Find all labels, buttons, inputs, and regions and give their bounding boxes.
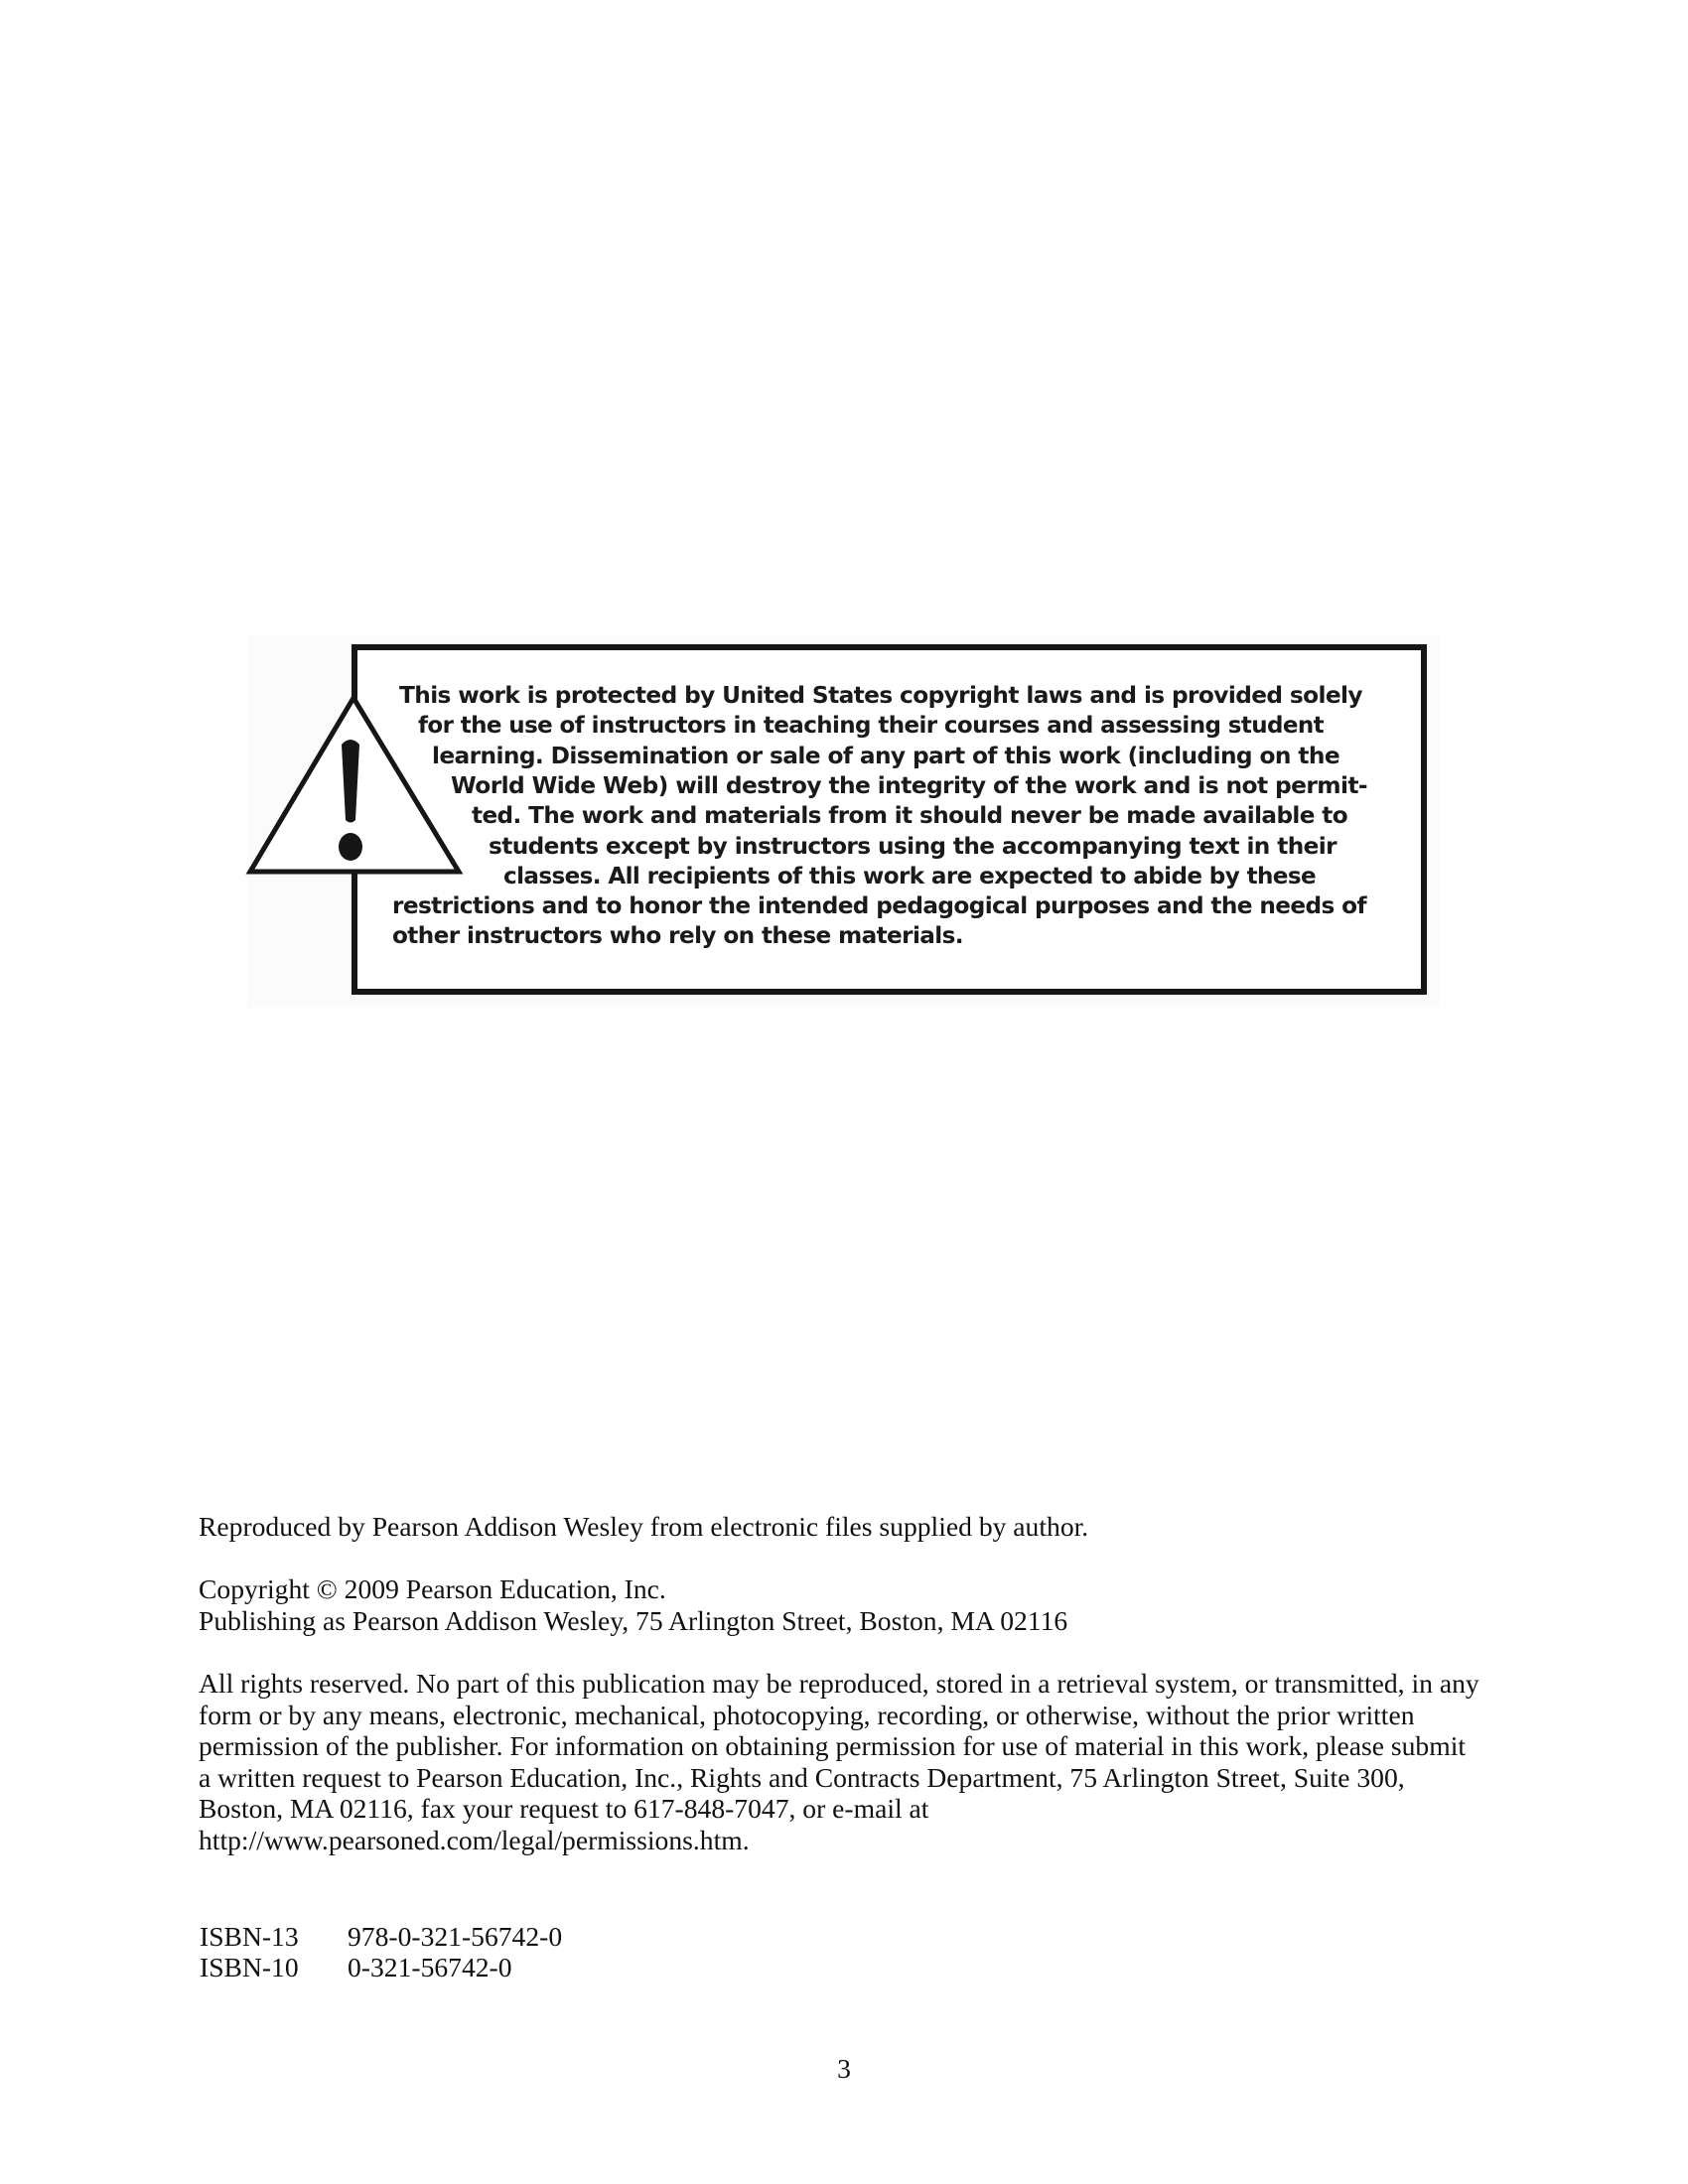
reproduction-note: Reproduced by Pearson Addison Wesley from electronic files supplied by author.: [199, 1511, 1089, 1542]
rights-line-3: permission of the publisher. For information on obtaining permission for use of material in this work, please submit: [199, 1730, 1467, 1761]
isbn-13-label: ISBN-13: [200, 1921, 299, 1952]
notice-line-1: This work is protected by United States copyright laws and is provided solely: [399, 683, 1362, 709]
rights-line-5: Boston, MA 02116, fax your request to 617-848-7047, or e-mail at: [199, 1793, 929, 1824]
notice-line-2: for the use of instructors in teaching their courses and assessing student: [418, 713, 1325, 739]
permissions-url: http://www.pearsoned.com/legal/permissions.htm.: [199, 1825, 750, 1855]
notice-line-3: learning. Dissemination or sale of any part of this work (including on the: [432, 744, 1340, 769]
notice-line-6: students except by instructors using the accompanying text in their: [489, 834, 1336, 860]
copyright-line: Copyright © 2009 Pearson Education, Inc.: [199, 1573, 666, 1604]
notice-line-4: World Wide Web) will destroy the integrity of the work and is not permit-: [451, 773, 1367, 799]
isbn-10-value: 0-321-56742-0: [348, 1952, 512, 1982]
isbn-13-value: 978-0-321-56742-0: [348, 1921, 563, 1952]
rights-line-2: form or by any means, electronic, mechanical, photocopying, recording, or otherwise, without the prior written: [199, 1700, 1415, 1730]
page-number: 3: [837, 2053, 851, 2084]
notice-line-9: other instructors who rely on these materials.: [392, 923, 963, 949]
notice-line-5: ted. The work and materials from it should never be made available to: [472, 803, 1348, 829]
publisher-address: Publishing as Pearson Addison Wesley, 75 Arlington Street, Boston, MA 02116: [199, 1605, 1068, 1636]
notice-line-7: classes. All recipients of this work are expected to abide by these: [503, 864, 1317, 889]
isbn-10-label: ISBN-10: [200, 1952, 299, 1982]
notice-line-8: restrictions and to honor the intended pedagogical purposes and the needs of: [392, 893, 1366, 919]
rights-line-4: a written request to Pearson Education, Inc., Rights and Contracts Department, 75 Arlington Street, Suite 300,: [199, 1762, 1405, 1793]
rights-line-1: All rights reserved. No part of this publication may be reproduced, stored in a retrieval system, or transmitted, in any: [199, 1668, 1479, 1699]
